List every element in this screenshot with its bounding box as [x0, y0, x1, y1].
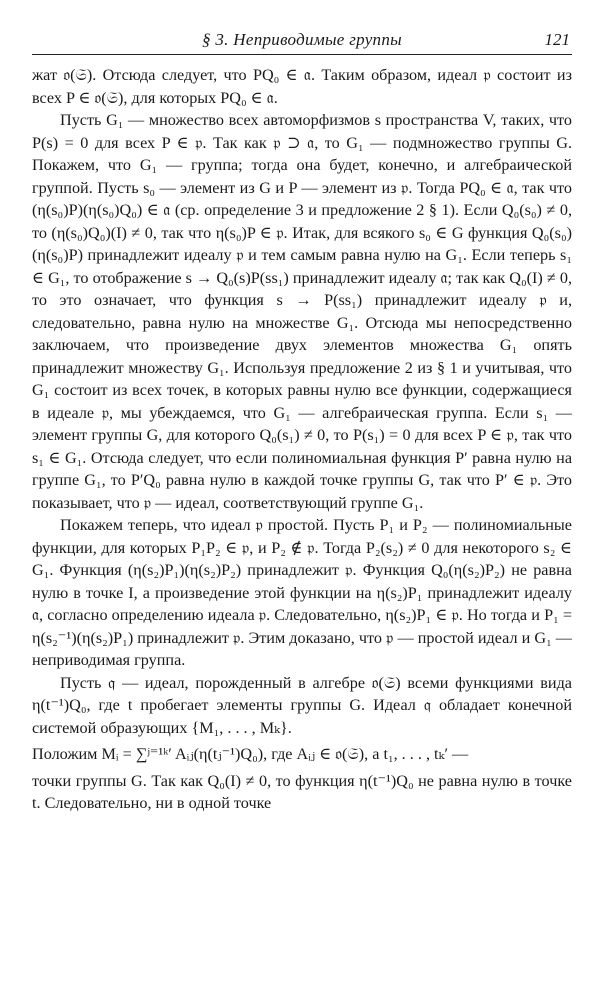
page-number: 121 — [544, 30, 570, 49]
page-header — [32, 28, 572, 55]
page-body — [32, 64, 572, 815]
running-title: § 3. Неприводимые группы — [202, 30, 402, 49]
paragraph-group-g1: Пусть G₁ — множество всех автоморфизмов s пространства V, таких, что P(s) = 0 для всех P ∈ 𝔭. Так как 𝔭 ⊃ 𝔞, то G₁ — подмножество группы G. Покажем, что G₁ — группа; тогда она будет, конечно, и алгебраической группой. Пусть s₀ — элемент из G и P — элемент из 𝔭. Тогда PQ₀ ∈ 𝔞, так что (η(s₀)P)(η(s₀)Q₀) ∈ 𝔞 (ср. определение 3 и предложение 2 § 1). Если Q₀(s₀) ≠ 0, то (η(s₀)Q₀)(I) ≠ 0, так что η(s₀)P ∈ 𝔭. Итак, для всякого s₀ ∈ G функция Q₀(s₀)(η(s₀)P) принадлежит идеалу 𝔭 и тем самым равна нулю на G₁. Если теперь s₁ ∈ G₁, то отображение s → Q₀(s)P(ss₁) принадлежит идеалу 𝔞; так как Q₀(I) ≠ 0, то это означает, что функция s → P(ss₁) принадлежит идеалу 𝔭 и, следовательно, равна нулю на множестве G₁. Отсюда мы непосредственно заключаем, что произведение двух элементов множества G₁ опять принадлежит множеству G₁. Используя предложение 2 из § 1 и учитывая, что G₁ состоит из всех точек, в которых равны нулю все функции, содержащиеся в идеале 𝔭, мы убеждаемся, что G₁ — алгебраическая группа. Если s₁ — элемент группы G, для которого Q₀(s₁) ≠ 0, то P(s₁) = 0 для всех P ∈ 𝔭, так что s₁ ∈ G₁. Отсюда следует, что если полиномиальная функция P′ равна нулю на группе G₁, то P′Q₀ равна нулю в каждой точке группы G, так что P′ ∈ 𝔭. Это показывает, что 𝔭 — идеал, соответствующий группе G₁. — [32, 111, 572, 512]
paragraph-final: точки группы G. Так как Q₀(I) ≠ 0, то функция η(t⁻¹)Q₀ не равна нулю в точке t. Следовательно, ни в одной точке — [32, 771, 572, 812]
formula-line: Положим Mᵢ = ∑ʲ⁼¹ᵏ′ Aᵢⱼ(η(tⱼ⁻¹)Q₀), где Aᵢⱼ ∈ 𝔬(𝔖), а t₁, . . . , tₖ′ — — [32, 745, 469, 763]
paragraph-prime-ideal: Покажем теперь, что идеал 𝔭 простой. Пусть P₁ и P₂ — полиномиальные функции, для которых P₁P₂ ∈ 𝔭, и P₂ ∉ 𝔭. Тогда P₂(s₂) ≠ 0 для некоторого s₂ ∈ G₁. Функция (η(s₂)P₁)(η(s₂)P₂) принадлежит 𝔭. Функция Q₀(η(s₂)P₂) не равна нулю в точке I, а произведение этой функции на η(s₂)P₁ принадлежит идеалу 𝔞, согласно определению идеала 𝔭. Следовательно, η(s₂)P₁ ∈ 𝔭. Но тогда и P₁ = η(s₂⁻¹)(η(s₂)P₁) принадлежит 𝔭. Этим доказано, что 𝔭 — простой идеал и G₁ — неприводимая группа. — [32, 516, 572, 669]
paragraph-continuation: жат 𝔬(𝔖). Отсюда следует, что PQ₀ ∈ 𝔞. Таким образом, идеал 𝔭 состоит из всех P ∈ 𝔬(𝔖), для которых PQ₀ ∈ 𝔞. — [32, 66, 572, 107]
paragraph-ideal-q: Пусть 𝔮 — идеал, порожденный в алгебре 𝔬(𝔖) всеми функциями вида η(t⁻¹)Q₀, где t пробегает элементы группы G. Идеал 𝔮 обладает конечной системой образующих {M₁, . . . , Mₖ}. — [32, 673, 572, 737]
